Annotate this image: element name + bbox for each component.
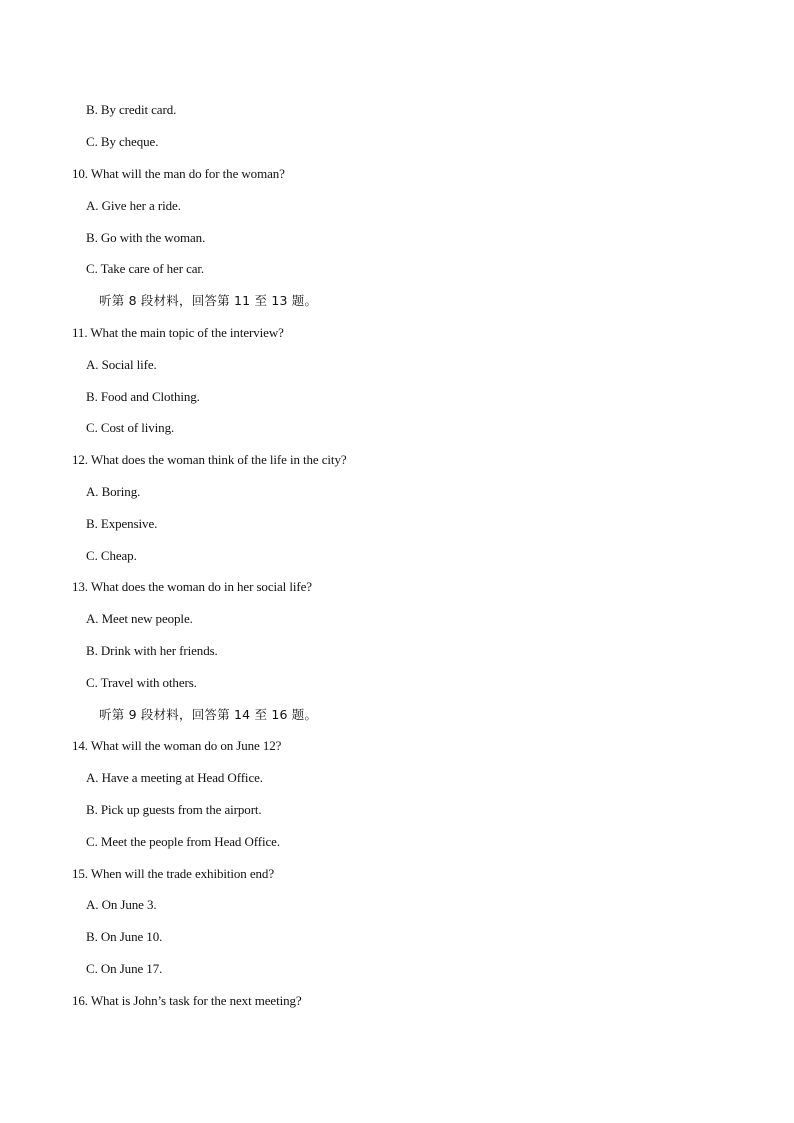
option-14a: A. Have a meeting at Head Office. [86,770,263,785]
question-16: 16. What is John’s task for the next meeting? [72,993,302,1008]
option-14c: C. Meet the people from Head Office. [86,834,280,849]
option-9b: B. By credit card. [86,102,177,117]
question-13: 13. What does the woman do in her social life? [72,579,312,594]
option-11c: C. Cost of living. [86,420,175,435]
option-12b: B. Expensive. [86,516,158,531]
question-12: 12. What does the woman think of the life in the city? [72,452,347,467]
question-11: 11. What the main topic of the interview? [72,325,284,340]
option-11a: A. Social life. [86,357,157,372]
question-15: 15. When will the trade exhibition end? [72,866,274,881]
option-15b: B. On June 10. [86,929,163,944]
option-12a: A. Boring. [86,484,141,499]
option-12c: C. Cheap. [86,548,137,563]
option-13b: B. Drink with her friends. [86,643,218,658]
option-13a: A. Meet new people. [86,611,193,626]
option-9c: C. By cheque. [86,134,159,149]
option-10b: B. Go with the woman. [86,230,206,245]
option-15c: C. On June 17. [86,961,163,976]
section-instruction-8: 听第 8 段材料，回答第 11 至 13 题。 [99,293,318,308]
question-10: 10. What will the man do for the woman? [72,166,285,181]
option-11b: B. Food and Clothing. [86,389,200,404]
option-10c: C. Take care of her car. [86,261,205,276]
option-14b: B. Pick up guests from the airport. [86,802,262,817]
option-15a: A. On June 3. [86,897,157,912]
section-instruction-9: 听第 9 段材料，回答第 14 至 16 题。 [99,707,318,722]
option-13c: C. Travel with others. [86,675,197,690]
option-10a: A. Give her a ride. [86,198,181,213]
question-14: 14. What will the woman do on June 12? [72,738,282,753]
